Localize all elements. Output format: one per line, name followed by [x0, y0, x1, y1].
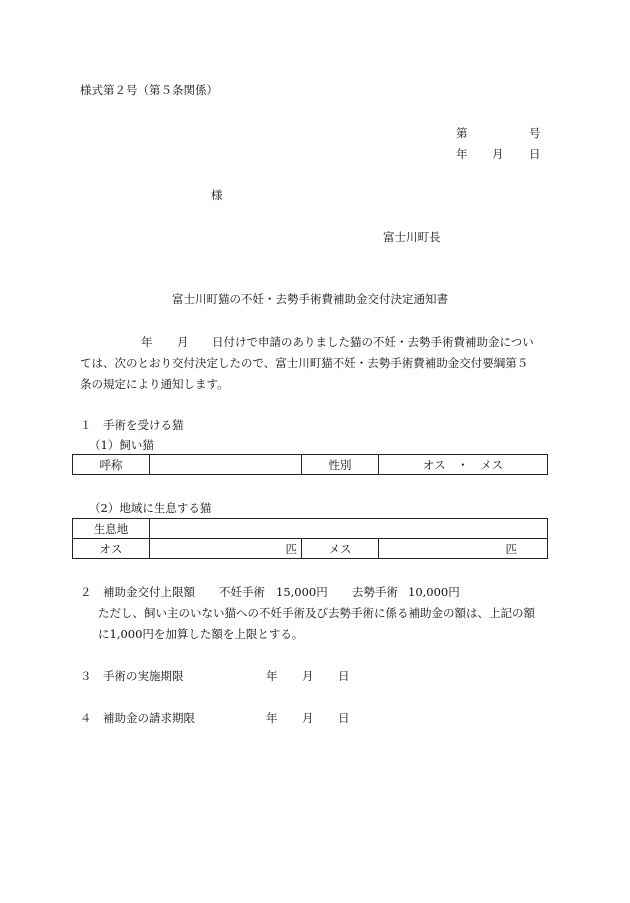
- section3-year: 年: [266, 669, 278, 683]
- male-label: オス: [73, 539, 150, 559]
- section1-heading: １ 手術を受ける猫: [80, 418, 184, 432]
- female-label: メス: [302, 539, 379, 559]
- number-dai: 第: [456, 126, 468, 140]
- male-count-cell[interactable]: [150, 539, 302, 559]
- spay-label: 不妊手術: [219, 585, 265, 599]
- intro-line3: 条の規定により通知します。: [80, 377, 229, 391]
- section3-day: 日: [338, 669, 350, 683]
- female-count-cell[interactable]: [379, 539, 548, 559]
- section4-month: 月: [302, 711, 314, 725]
- date-month: 月: [492, 147, 504, 161]
- section2-note-line2: に1,000円を加算した額を上限とする。: [98, 627, 304, 641]
- name-label: 呼称: [73, 455, 150, 475]
- date-year: 年: [456, 147, 468, 161]
- section4-heading: ４ 補助金の請求期限: [80, 711, 195, 725]
- habitat-cell[interactable]: [150, 519, 548, 539]
- sex-options[interactable]: オス ・ メス: [379, 455, 548, 475]
- habitat-label: 生息地: [73, 519, 150, 539]
- intro-year: 年: [141, 335, 153, 349]
- neuter-amount: 10,000円: [408, 585, 460, 599]
- community-cat-table: [72, 518, 548, 559]
- sex-label: 性別: [302, 455, 379, 475]
- neuter-label: 去勢手術: [352, 585, 398, 599]
- domestic-cat-table: [72, 454, 548, 475]
- section4-day: 日: [338, 711, 350, 725]
- section1-sub1: （1）飼い猫: [89, 438, 154, 452]
- section4-year: 年: [266, 711, 278, 725]
- section3-heading: ３ 手術の実施期限: [80, 669, 184, 683]
- document-title: 富士川町猫の不妊・去勢手術費補助金交付決定通知書: [172, 292, 448, 306]
- male-unit: 匹: [285, 541, 297, 556]
- number-go: 号: [529, 126, 541, 140]
- form-number: 様式第２号（第５条関係）: [80, 83, 218, 97]
- section2-heading: ２ 補助金交付上限額: [80, 585, 195, 599]
- spay-amount: 15,000円: [276, 585, 328, 599]
- section1-sub2: （2）地域に生息する猫: [89, 501, 212, 515]
- section3-month: 月: [302, 669, 314, 683]
- addressee-suffix: 様: [211, 188, 223, 202]
- section2-note-line1: ただし、飼い主のいない猫への不妊手術及び去勢手術に係る補助金の額は、上記の額: [98, 606, 535, 620]
- date-day: 日: [529, 147, 541, 161]
- intro-line1: 日付けで申請のありました猫の不妊・去勢手術費補助金につい: [212, 335, 534, 349]
- name-cell[interactable]: [150, 455, 302, 475]
- intro-month: 月: [177, 335, 189, 349]
- issuer: 富士川町長: [383, 230, 441, 244]
- intro-line2: ては、次のとおり交付決定したので、富士川町猫不妊・去勢手術費補助金交付要綱第５: [80, 356, 529, 370]
- female-unit: 匹: [505, 541, 517, 556]
